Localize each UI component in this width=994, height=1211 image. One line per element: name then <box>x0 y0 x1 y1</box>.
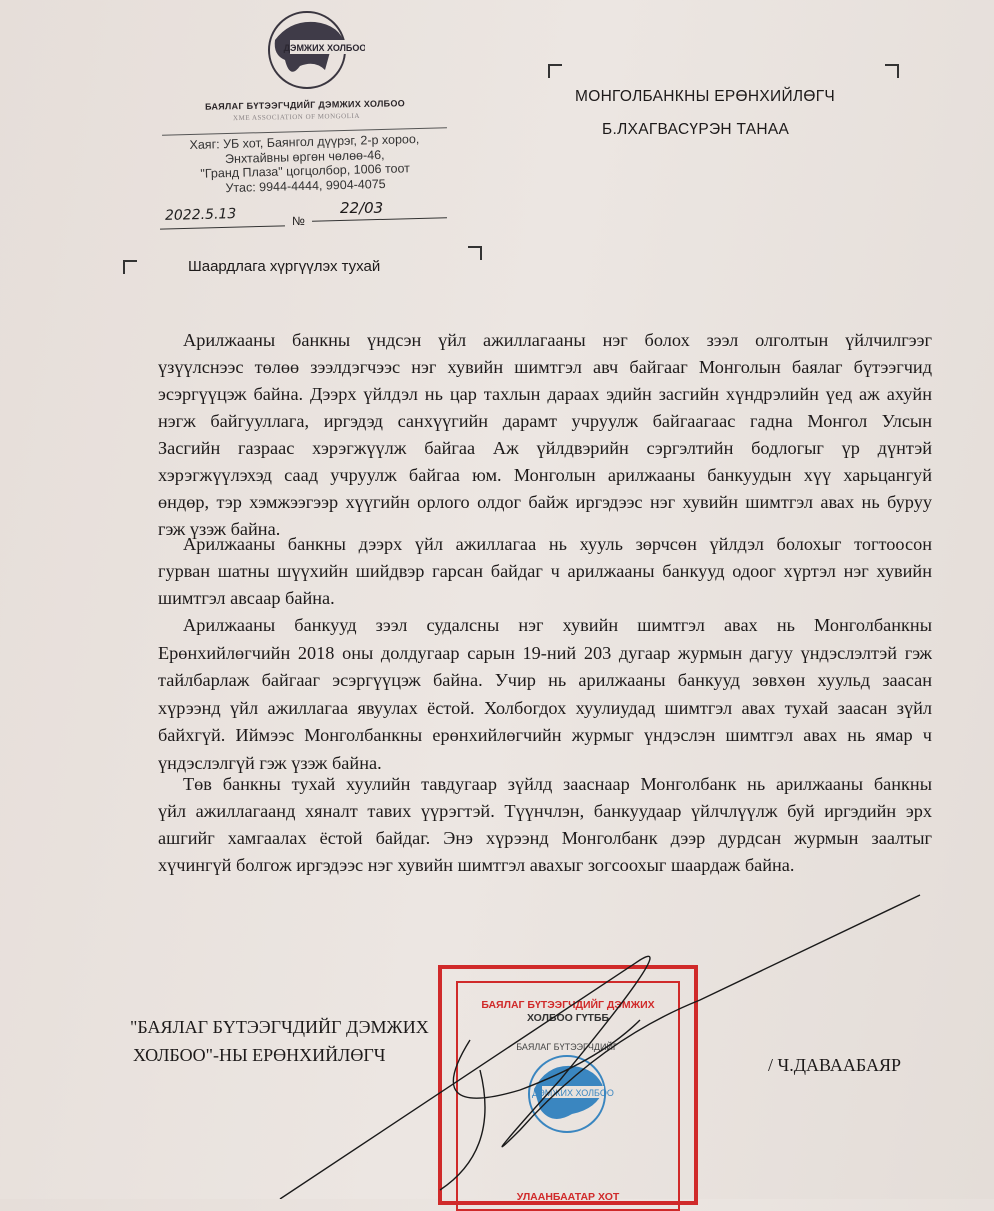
phone-line: Утас: 9944-4444, 9904-4075 <box>225 176 386 195</box>
body-line: Арилжааны банкны дээрх үйл ажиллагаа нь хууль зөрчсөн үйлдэл болохыг тогтоосон <box>183 534 932 554</box>
body-line: Арилжааны банкууд зээл судалсны нэг хувийн шимтгэл авах нь Монголбанкны <box>183 615 932 635</box>
body-line: гурван шатны шүүхийн шийдвэр гарсан байдаг ч арилжааны банкууд одоог хүртэл нэг хувийн <box>158 561 932 581</box>
address-line: "Гранд Плаза" цогцолбор, 1006 тоот <box>200 161 411 181</box>
corner-mark <box>123 260 137 274</box>
number-label: № <box>292 214 305 228</box>
signatory-title-line: "БАЯЛАГ БҮТЭЭГЧДИЙГ ДЭМЖИХ <box>130 1017 429 1037</box>
address-line: Энхтайвны өргөн чөлөө-46, <box>224 147 385 166</box>
letter-subject: Шаардлага хүргүүлэх тухай <box>188 258 381 275</box>
body-line: хүрээнд үйл ажиллагаа явуулах ёстой. Холбогдох хуулиудад шимтгэл авах тухай заасан зүйл <box>158 697 932 718</box>
body-line: байхгүй. Иймээс Монголбанкны ерөнхийлөгчийн журмыг үндэслэн шимтгэл авах нь ямар ч <box>158 725 932 745</box>
recipient-title: МОНГОЛБАНКНЫ ЕРӨНХИЙЛӨГЧ <box>575 88 836 105</box>
body-line: үндэслэлгүй гэж үзэж байна. <box>158 752 382 773</box>
body-line: Засгийн газраас хэрэгжүүлж байгаа Аж үйлдвэрийн сэргэлтийн бодлогыг үр дүнтэй <box>158 438 932 458</box>
body-line: ашгийг хамгаалах ёстой байдаг. Энэ хүрээнд Монголбанк дээр дурдсан журмын заалтыг <box>158 828 932 848</box>
body-line: Ерөнхийлөгчийн 2018 оны долдугаар сарын 19-ний 203 дугаар журмын дагуу үндэслэлтэй гэж <box>158 642 932 663</box>
body-line: шимтгэл авсаар байна. <box>158 588 335 608</box>
body-line: гэж үзэж байна. <box>158 519 281 539</box>
stamp-header: БАЯЛАГ БҮТЭЭГЧДИЙГ ДЭМЖИХ <box>481 999 655 1011</box>
body-line: үзүүлснээс төлөө зээлдэгчээс нэг хувийн шимтгэл авч байгааг Монголын баялаг бүтээгчид <box>158 357 932 377</box>
address-block <box>159 131 450 197</box>
body-line: нэгж байгууллага, иргэдэд санхүүгийн дарамт учруулж байгаагаас гадна Монгол Улсын <box>158 411 932 431</box>
svg-text:ДЭМЖИХ ХОЛБОО: ДЭМЖИХ ХОЛБОО <box>283 43 365 53</box>
body-line: өндөр, тэр хэмжээгээр хүүгийн орлого олдог байж иргэдээс нэг хувийн шимтгэл авах нь буруу <box>158 492 932 512</box>
corner-mark <box>885 64 899 78</box>
organization-subtitle: XME ASSOCIATION OF MONGOLIA <box>232 111 360 123</box>
svg-text:ДЭМЖИХ ХОЛБОО: ДЭМЖИХ ХОЛБОО <box>532 1088 614 1098</box>
body-line: Төв банкны тухай хуулийн тавдугаар зүйлд зааснаар Монголбанк нь арилжааны банкны <box>183 774 932 794</box>
seal-icon <box>512 1034 622 1144</box>
date-underline <box>160 225 285 229</box>
letter-date: 2022.5.13 <box>164 206 237 224</box>
recipient-name: Б.ЛХАГВАСҮРЭН ТАНАА <box>602 121 790 138</box>
organization-logo <box>245 0 365 92</box>
corner-mark <box>548 64 562 78</box>
letter-number: 22/03 <box>340 199 384 217</box>
body-line: тайлбарлаж байгааг эсэргүүцэж байна. Учир нь арилжааны банкууд зөвхөн хуульд заасан <box>158 670 932 690</box>
body-line: хүчингүй болгож иргэдээс нэг хувийн шимтгэл авахыг зогсоохыг шаардаж байна. <box>158 855 795 875</box>
number-underline <box>312 217 447 222</box>
corner-mark <box>468 246 482 260</box>
organization-name: БАЯЛАГ БҮТЭЭГЧДИЙГ ДЭМЖИХ ХОЛБОО <box>204 98 406 112</box>
stamp-footer: УЛААНБААТАР ХОТ <box>516 1191 620 1203</box>
body-line: Арилжааны банкны үндсэн үйл ажиллагааны нэг болох зээл олголтын үйлчилгээг <box>183 330 932 350</box>
svg-text:БАЯЛАГ БҮТЭЭГЧДИЙГ: БАЯЛАГ БҮТЭЭГЧДИЙГ <box>516 1042 618 1052</box>
body-line: үйл ажиллагаанд хяналт тавих үүрэгтэй. Түүнчлэн, банкуудаар үйлчлүүлж буй иргэдийн эрх <box>158 801 932 821</box>
official-stamp <box>438 965 698 1205</box>
body-line: эсэргүүцэж байна. Дээрх үйлдэл нь цар тахлын дараах эдийн засгийн хүндрэлийн үед аж ахуйн <box>158 384 932 404</box>
stamp-header: ХОЛБОО ГҮТББ <box>526 1012 610 1024</box>
address-line: Хаяг: УБ хот, Баянгол дүүрэг, 2-р хороо, <box>189 132 420 153</box>
signatory-title-line: ХОЛБОО"-НЫ ЕРӨНХИЙЛӨГЧ <box>133 1045 386 1065</box>
body-line: хэрэгжүүлэхэд саад учруулж байгаа юм. Монголын арилжааны банкуудын хүү харьцангуй <box>158 465 932 485</box>
signatory-name: / Ч.ДАВААБАЯР <box>768 1055 901 1075</box>
